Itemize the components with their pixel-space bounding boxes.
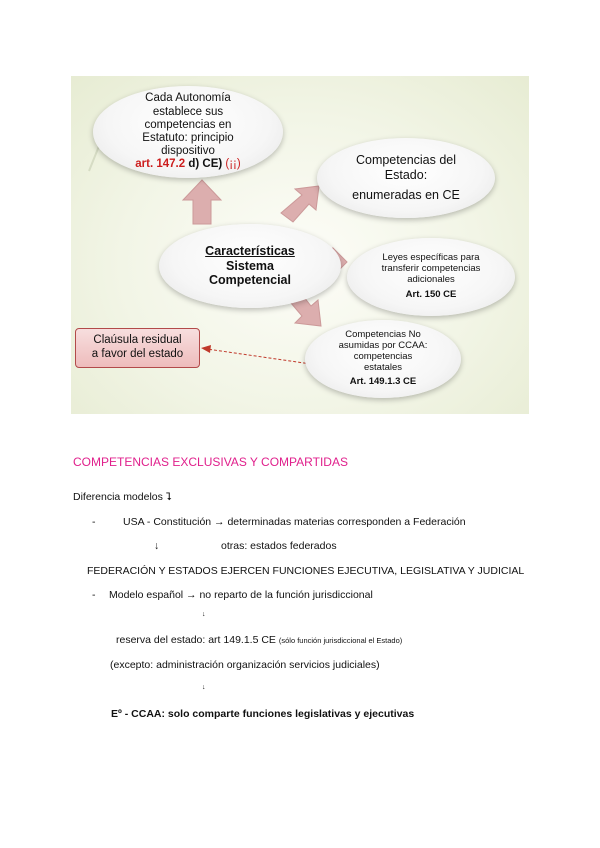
e4-line: Leyes específicas para [382,252,480,264]
line-diferencia: Diferencia modelos ⮧ [73,491,172,503]
arrow-down-icon: ↓ [202,684,206,691]
e1-line: competencias en [144,118,232,131]
line-excepto: (excepto: administración organización servicios judiciales) [110,659,380,671]
e1-line: establece sus [152,105,224,118]
line-otras: otras: estados federados [221,540,337,552]
e1-line: Cada Autonomía [145,92,231,105]
e5-line: asumidas por CCAA: [338,340,428,352]
e5-line: competencias [353,351,413,363]
ellipse-estado [317,138,495,218]
arrow-down-icon: ↓ [154,540,160,552]
reserva-text: reserva del estado: art 149.1.5 CE [116,634,276,646]
e5-ref: Art. 149.1.3 CE [349,375,417,387]
arrow-down-icon: ↓ [202,611,206,618]
dash: - [92,516,96,528]
e3-line: Sistema [226,258,274,273]
e1-mark: (¡¡) [222,158,241,171]
e1-ref [135,158,240,171]
diagram [71,76,529,414]
dashed-arrow [207,349,311,364]
box-line: Claúsula residual [93,334,182,347]
e3-line: Características [205,244,295,259]
ellipse-leyes [347,238,515,316]
e1-ref-red: art. 147.2 [135,158,186,171]
arrow-up [183,180,221,224]
e4-ref: Art. 150 CE [405,288,457,300]
e2-line: Estado: [384,167,428,182]
e3-line: Competencial [209,273,291,288]
arrow-upright [281,186,319,222]
box-line: a favor del estado [91,348,184,360]
reserva-note: (sólo función jurisdiccional el Estado) [278,636,403,645]
e1-ref-rest: d) CE) [185,158,223,171]
e5-line: estatales [363,361,403,373]
line-modelo: Modelo español → no reparto de la función jurisdiccional [109,589,373,601]
ellipse-autonomia [93,86,283,178]
e1-line: dispositivo [161,145,215,158]
section-title: COMPETENCIAS EXCLUSIVAS Y COMPARTIDAS [73,455,348,469]
ellipse-caracteristicas [159,224,341,308]
line-federacion: FEDERACIÓN Y ESTADOS EJERCEN FUNCIONES EJECUTIVA, LEGISLATIVA Y JUDICIAL [87,565,525,577]
e5-line: Competencias No [345,329,421,341]
e2-line: Competencias del [355,153,457,168]
line-ccaa: Eº - CCAA: solo comparte funciones legislativas y ejecutivas [111,708,415,720]
line-reserva [116,634,402,646]
e2-line: enumeradas en CE [352,188,460,203]
clausula-box [75,328,200,368]
e4-line: transferir competencias [381,263,481,275]
ellipse-no-asumidas [305,320,461,398]
e4-line: adicionales [407,274,455,285]
e1-line: Estatuto: principio [142,132,234,144]
line-usa: USA - Constitución → determinadas materias corresponden a Federación [123,516,466,528]
dash: - [92,589,96,601]
